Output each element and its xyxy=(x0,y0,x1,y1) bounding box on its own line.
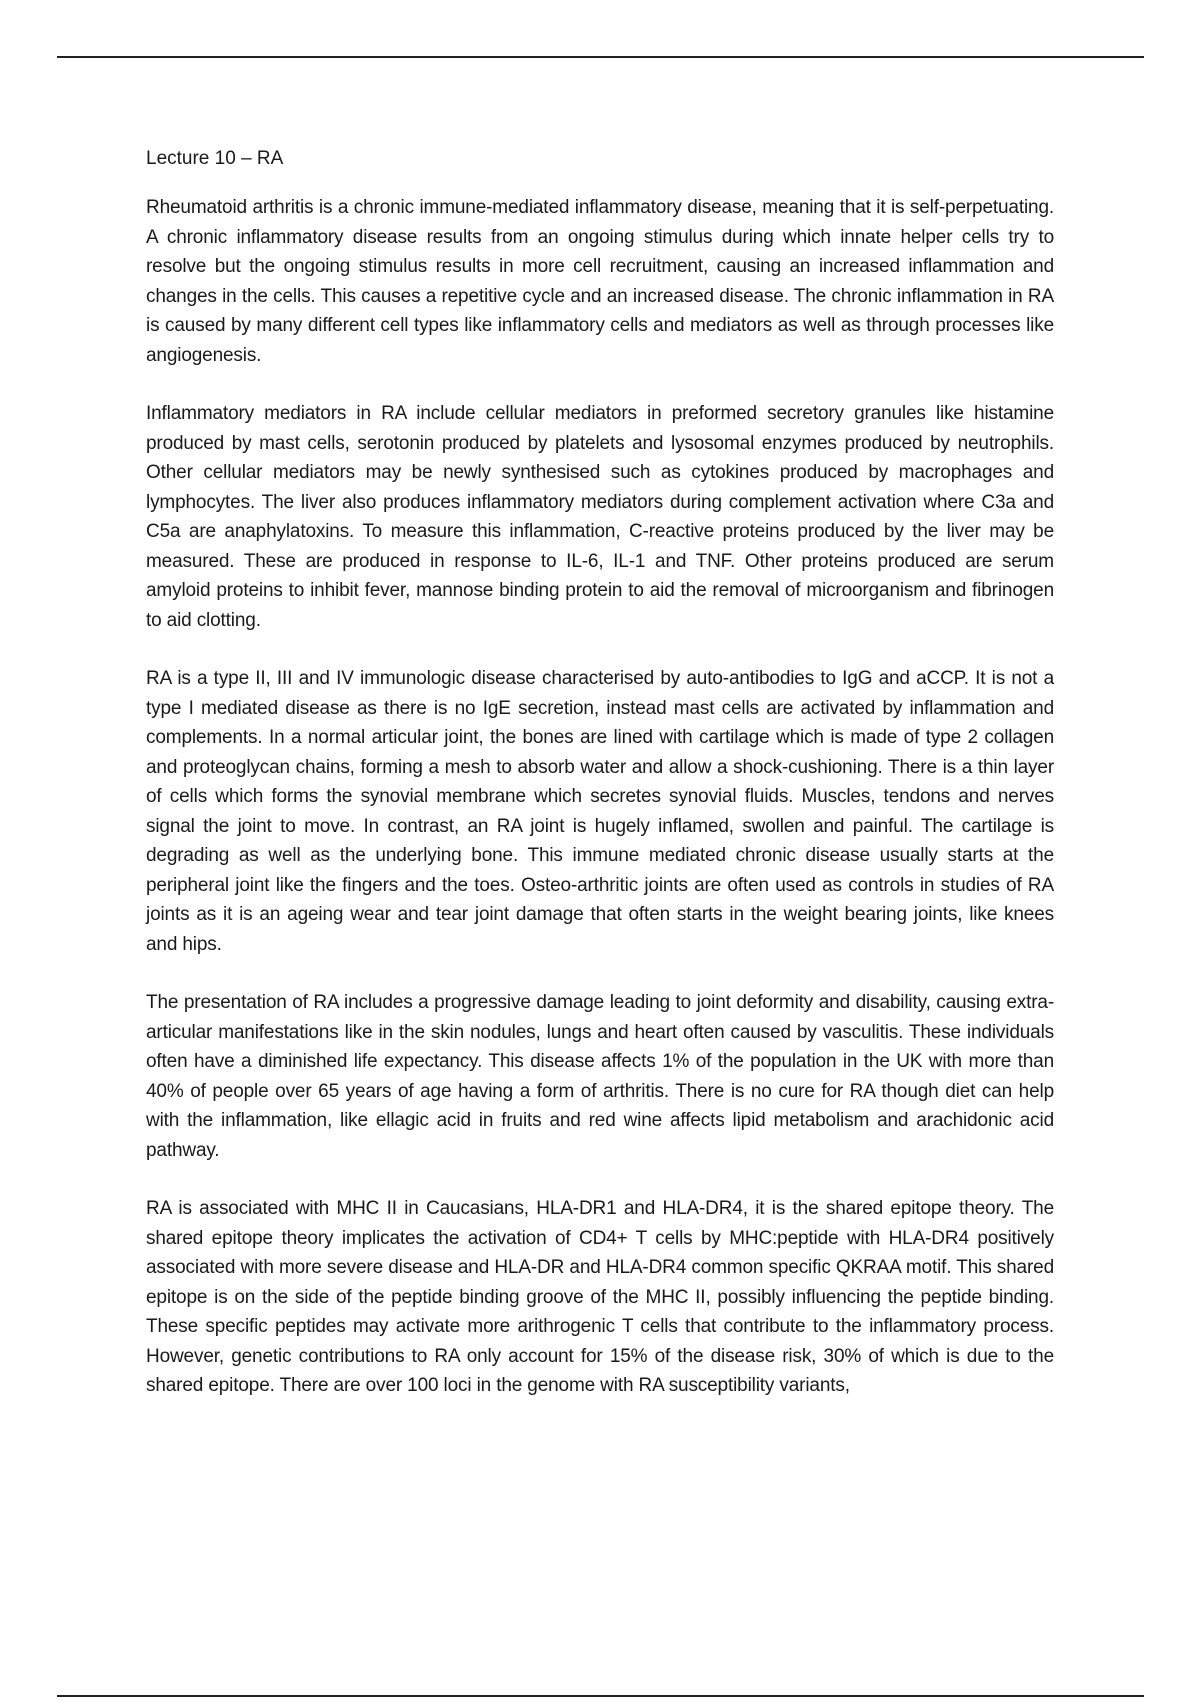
paragraph-chronic-inflammation: Rheumatoid arthritis is a chronic immune-mediated inflammatory disease, meaning that it is self-perpetuating. A chronic inflammatory disease results from an ongoing stimulus during which innate helper cells try to resolve but the ongoing stimulus results in more cell recruitment, causing an increased inflammation and changes in the cells. This causes a repetitive cycle and an increased disease. The chronic inflammation in RA is caused by many different cell types like inflammatory cells and mediators as well as through processes like angiogenesis. xyxy=(146,197,1054,366)
header-rule xyxy=(57,56,1144,58)
document-body xyxy=(146,144,1054,1430)
footer-rule xyxy=(57,1695,1144,1697)
paragraph-presentation: The presentation of RA includes a progressive damage leading to joint deformity and disability, causing extra-articular manifestations like in the skin nodules, lungs and heart often caused by vasculitis. These individuals often have a diminished life expectancy. This disease affects 1% of the population in the UK with more than 40% of people over 65 years of age having a form of arthritis. There is no cure for RA though diet can help with the inflammation, like ellagic acid in fruits and red wine affects lipid metabolism and arachidonic acid pathway. xyxy=(146,992,1054,1161)
paragraph-inflammatory-mediators: Inflammatory mediators in RA include cellular mediators in preformed secretory granules like histamine produced by mast cells, serotonin produced by platelets and lysosomal enzymes produced by neutrophils. Other cellular mediators may be newly synthesised such as cytokines produced by macrophages and lymphocytes. The liver also produces inflammatory mediators during complement activation where C3a and C5a are anaphylatoxins. To measure this inflammation, C-reactive proteins produced by the liver may be measured. These are produced in response to IL-6, IL-1 and TNF. Other proteins produced are serum amyloid proteins to inhibit fever, mannose binding protein to aid the removal of microorganism and fibrinogen to aid clotting. xyxy=(146,403,1054,631)
paragraph-shared-epitope: RA is associated with MHC II in Caucasians, HLA-DR1 and HLA-DR4, it is the shared epitope theory. The shared epitope theory implicates the activation of CD4+ T cells by MHC:peptide with HLA-DR4 positively associated with more severe disease and HLA-DR and HLA-DR4 common specific QKRAA motif. This shared epitope is on the side of the peptide binding groove of the MHC II, possibly influencing the peptide binding. These specific peptides may activate more arithrogenic T cells that contribute to the inflammatory process. However, genetic contributions to RA only account for 15% of the disease risk, 30% of which is due to the shared epitope. There are over 100 loci in the genome with RA susceptibility variants, xyxy=(146,1198,1054,1396)
paragraph-immunologic-disease: RA is a type II, III and IV immunologic disease characterised by auto-antibodies to IgG and aCCP. It is not a type I mediated disease as there is no IgE secretion, instead mast cells are activated by inflammation and complements. In a normal articular joint, the bones are lined with cartilage which is made of type 2 collagen and proteoglycan chains, forming a mesh to absorb water and allow a shock-cushioning. There is a thin layer of cells which forms the synovial membrane which secretes synovial fluids. Muscles, tendons and nerves signal the joint to move. In contrast, an RA joint is hugely inflamed, swollen and painful. The cartilage is degrading as well as the underlying bone. This immune mediated chronic disease usually starts at the peripheral joint like the fingers and the toes. Osteo-arthritic joints are often used as controls in studies of RA joints as it is an ageing wear and tear joint damage that often starts in the weight bearing joints, like knees and hips. xyxy=(146,668,1054,955)
document-title: Lecture 10 – RA xyxy=(146,148,284,169)
